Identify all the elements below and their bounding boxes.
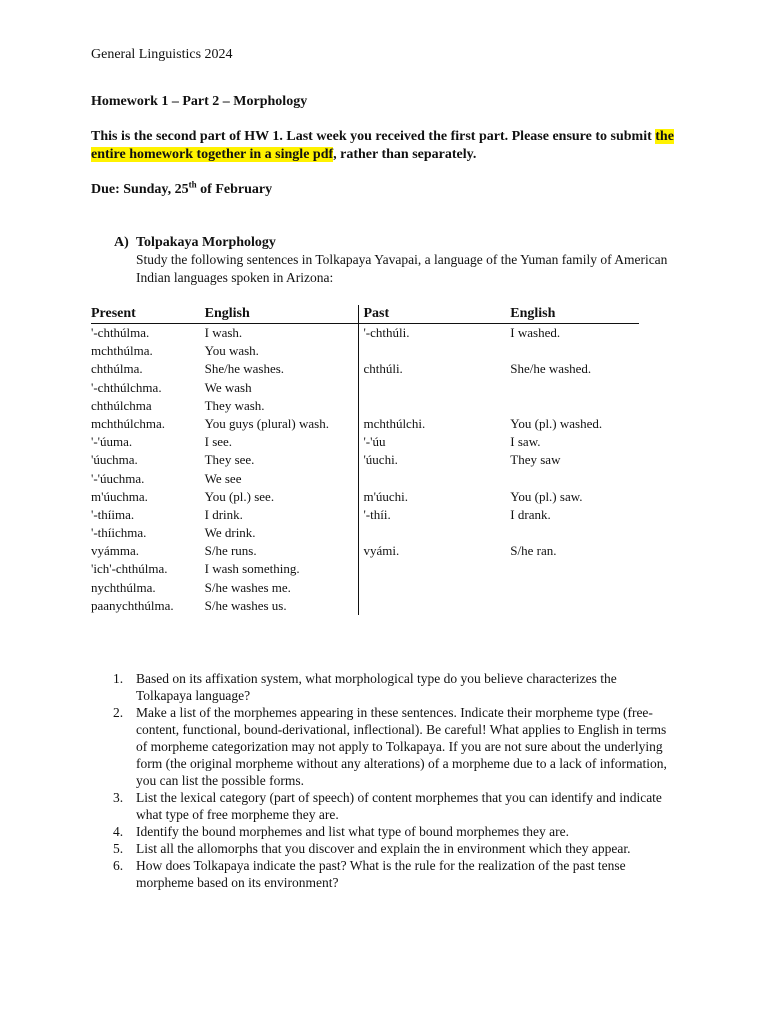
cell-english: They wash.	[204, 397, 265, 413]
cell-present: '-'úuchma.	[91, 470, 145, 486]
cell-english: We drink.	[204, 525, 256, 541]
question-item	[113, 857, 673, 891]
cell-english-past	[510, 524, 639, 542]
cell-present: chthúlma.	[91, 361, 143, 377]
cell-english-past: You (pl.) saw.	[510, 488, 583, 504]
table-row	[91, 470, 639, 488]
table-row	[91, 342, 639, 360]
table-row	[91, 451, 639, 469]
cell-past: chthúli.	[359, 360, 510, 378]
section-title: Tolpakaya Morphology	[136, 235, 276, 250]
cell-english-past: I washed.	[510, 325, 561, 340]
table-row	[91, 397, 639, 415]
cell-present: nychthúlma.	[91, 579, 156, 595]
cell-english: S/he washes us.	[204, 597, 287, 613]
question-item	[113, 670, 673, 704]
section-description: Study the following sentences in Tolkapaya Yavapai, a language of the Yuman family of American Indian languages spoken in Arizona:	[136, 252, 668, 285]
cell-present: mchthúlchma.	[91, 415, 166, 431]
question-number: 6.	[113, 858, 124, 873]
cell-english-past: I drank.	[510, 506, 551, 522]
cell-english: I wash something.	[204, 561, 300, 577]
cell-english-past: They saw	[510, 452, 561, 468]
cell-english-past	[510, 597, 639, 615]
due-date-suffix: of February	[196, 182, 273, 197]
morphology-table	[91, 305, 639, 615]
cell-english-past	[510, 579, 639, 597]
cell-english: I drink.	[204, 506, 243, 522]
cell-past: '-'úu	[359, 433, 510, 451]
cell-english: They see.	[204, 452, 255, 468]
question-number: 2.	[113, 705, 124, 720]
question-text: Based on its affixation system, what morphological type do you believe characterizes the Tolkapaya language?	[136, 671, 617, 703]
section-heading	[114, 234, 276, 252]
course-name: General Linguistics 2024	[91, 47, 233, 62]
cell-present: paanychthúlma.	[91, 597, 174, 613]
cell-english: I see.	[204, 434, 233, 450]
question-text: List the lexical category (part of speech) of content morphemes that you can identify and indicate what type of free morpheme they are.	[136, 790, 662, 822]
cell-present: vyámma.	[91, 543, 140, 559]
table-row	[91, 506, 639, 524]
cell-english-past	[510, 342, 639, 360]
section-letter: A)	[114, 235, 129, 250]
table-row	[91, 524, 639, 542]
intro-highlighted-text: the entire homework together in a single pdf	[91, 129, 674, 162]
cell-present: '-thíima.	[91, 506, 135, 522]
table-body	[91, 324, 639, 616]
cell-english: We wash	[204, 379, 252, 395]
cell-english: S/he washes me.	[204, 579, 291, 595]
cell-past: vyámi.	[359, 542, 510, 560]
cell-english-past	[510, 379, 639, 397]
table-row	[91, 597, 639, 615]
cell-present: chthúlchma	[91, 397, 152, 413]
cell-present: '-'úuma.	[91, 434, 133, 450]
header-english-past: English	[510, 305, 639, 324]
cell-past	[359, 470, 510, 488]
table-row	[91, 415, 639, 433]
cell-past	[359, 560, 510, 578]
intro-paragraph	[91, 128, 691, 164]
table-row	[91, 360, 639, 378]
cell-english: I wash.	[204, 325, 243, 340]
header-present: Present	[91, 305, 205, 324]
cell-past: mchthúlchi.	[359, 415, 510, 433]
table-row	[91, 579, 639, 597]
header-english: English	[205, 305, 359, 324]
question-number: 4.	[113, 824, 124, 839]
question-number: 1.	[113, 671, 124, 686]
cell-english-past	[510, 470, 639, 488]
cell-present: 'ich'-chthúlma.	[91, 561, 168, 577]
table-row	[91, 324, 639, 343]
question-number: 5.	[113, 841, 124, 856]
cell-english: You (pl.) see.	[204, 488, 275, 504]
cell-english-past	[510, 560, 639, 578]
question-item	[113, 704, 673, 789]
question-number: 3.	[113, 790, 124, 805]
question-text: Identify the bound morphemes and list what type of bound morphemes they are.	[136, 824, 570, 839]
cell-english: She/he washes.	[204, 361, 285, 377]
cell-present: '-chthúlma.	[91, 325, 150, 340]
cell-past	[359, 342, 510, 360]
cell-past	[359, 524, 510, 542]
question-item	[113, 840, 673, 857]
table-row	[91, 542, 639, 560]
cell-english-past: I saw.	[510, 434, 541, 450]
cell-english-past	[510, 397, 639, 415]
question-item	[113, 789, 673, 823]
cell-present: m'úuchma.	[91, 488, 148, 504]
table-header-row	[91, 305, 639, 324]
due-date-prefix: Due: Sunday, 25	[91, 182, 189, 197]
table-row	[91, 488, 639, 506]
question-text: Make a list of the morphemes appearing in these sentences. Indicate their morpheme type (free-content, functional, bound-derivational, inflectional). Be careful! What applies to English in terms of morpheme categorization may not apply to Tolkapaya. If you are not sure about the underlying form (the original morpheme without any alterations) of a morpheme due to a lack of information, you can list the possible forms.	[136, 705, 667, 788]
due-date	[91, 181, 272, 199]
due-date-ordinal: th	[188, 179, 197, 190]
cell-past	[359, 579, 510, 597]
cell-past	[359, 379, 510, 397]
question-item	[113, 823, 673, 840]
cell-english: We see	[204, 470, 242, 486]
homework-title: Homework 1 – Part 2 – Morphology	[91, 94, 308, 109]
cell-present: '-thíichma.	[91, 525, 147, 541]
cell-english-past: She/he washed.	[510, 361, 592, 377]
cell-past	[359, 597, 510, 615]
table-row	[91, 433, 639, 451]
table-row	[91, 379, 639, 397]
intro-text-start: This is the second part of HW 1. Last week you received the first part. Please ensure to submit	[91, 129, 656, 144]
cell-past: m'úuchi.	[359, 488, 510, 506]
question-list	[113, 670, 673, 891]
cell-english: You wash.	[204, 343, 259, 359]
cell-english: S/he runs.	[204, 543, 257, 559]
question-text: How does Tolkapaya indicate the past? What is the rule for the realization of the past tense morpheme based on its environment?	[136, 858, 626, 890]
cell-present: '-chthúlchma.	[91, 379, 162, 395]
cell-present: mchthúlma.	[91, 343, 153, 359]
table-row	[91, 560, 639, 578]
header-past: Past	[359, 305, 510, 324]
cell-present: 'úuchma.	[91, 452, 138, 468]
cell-english-past: S/he ran.	[510, 543, 557, 559]
cell-past	[359, 397, 510, 415]
cell-past: '-chthúli.	[359, 324, 510, 343]
cell-past: '-thíi.	[359, 506, 510, 524]
cell-past: 'úuchi.	[359, 451, 510, 469]
question-text: List all the allomorphs that you discover and explain the in environment which they appear.	[136, 841, 631, 856]
cell-english: You guys (plural) wash.	[204, 415, 329, 431]
intro-text-end: , rather than separately.	[333, 147, 477, 162]
cell-english-past: You (pl.) washed.	[510, 415, 603, 431]
